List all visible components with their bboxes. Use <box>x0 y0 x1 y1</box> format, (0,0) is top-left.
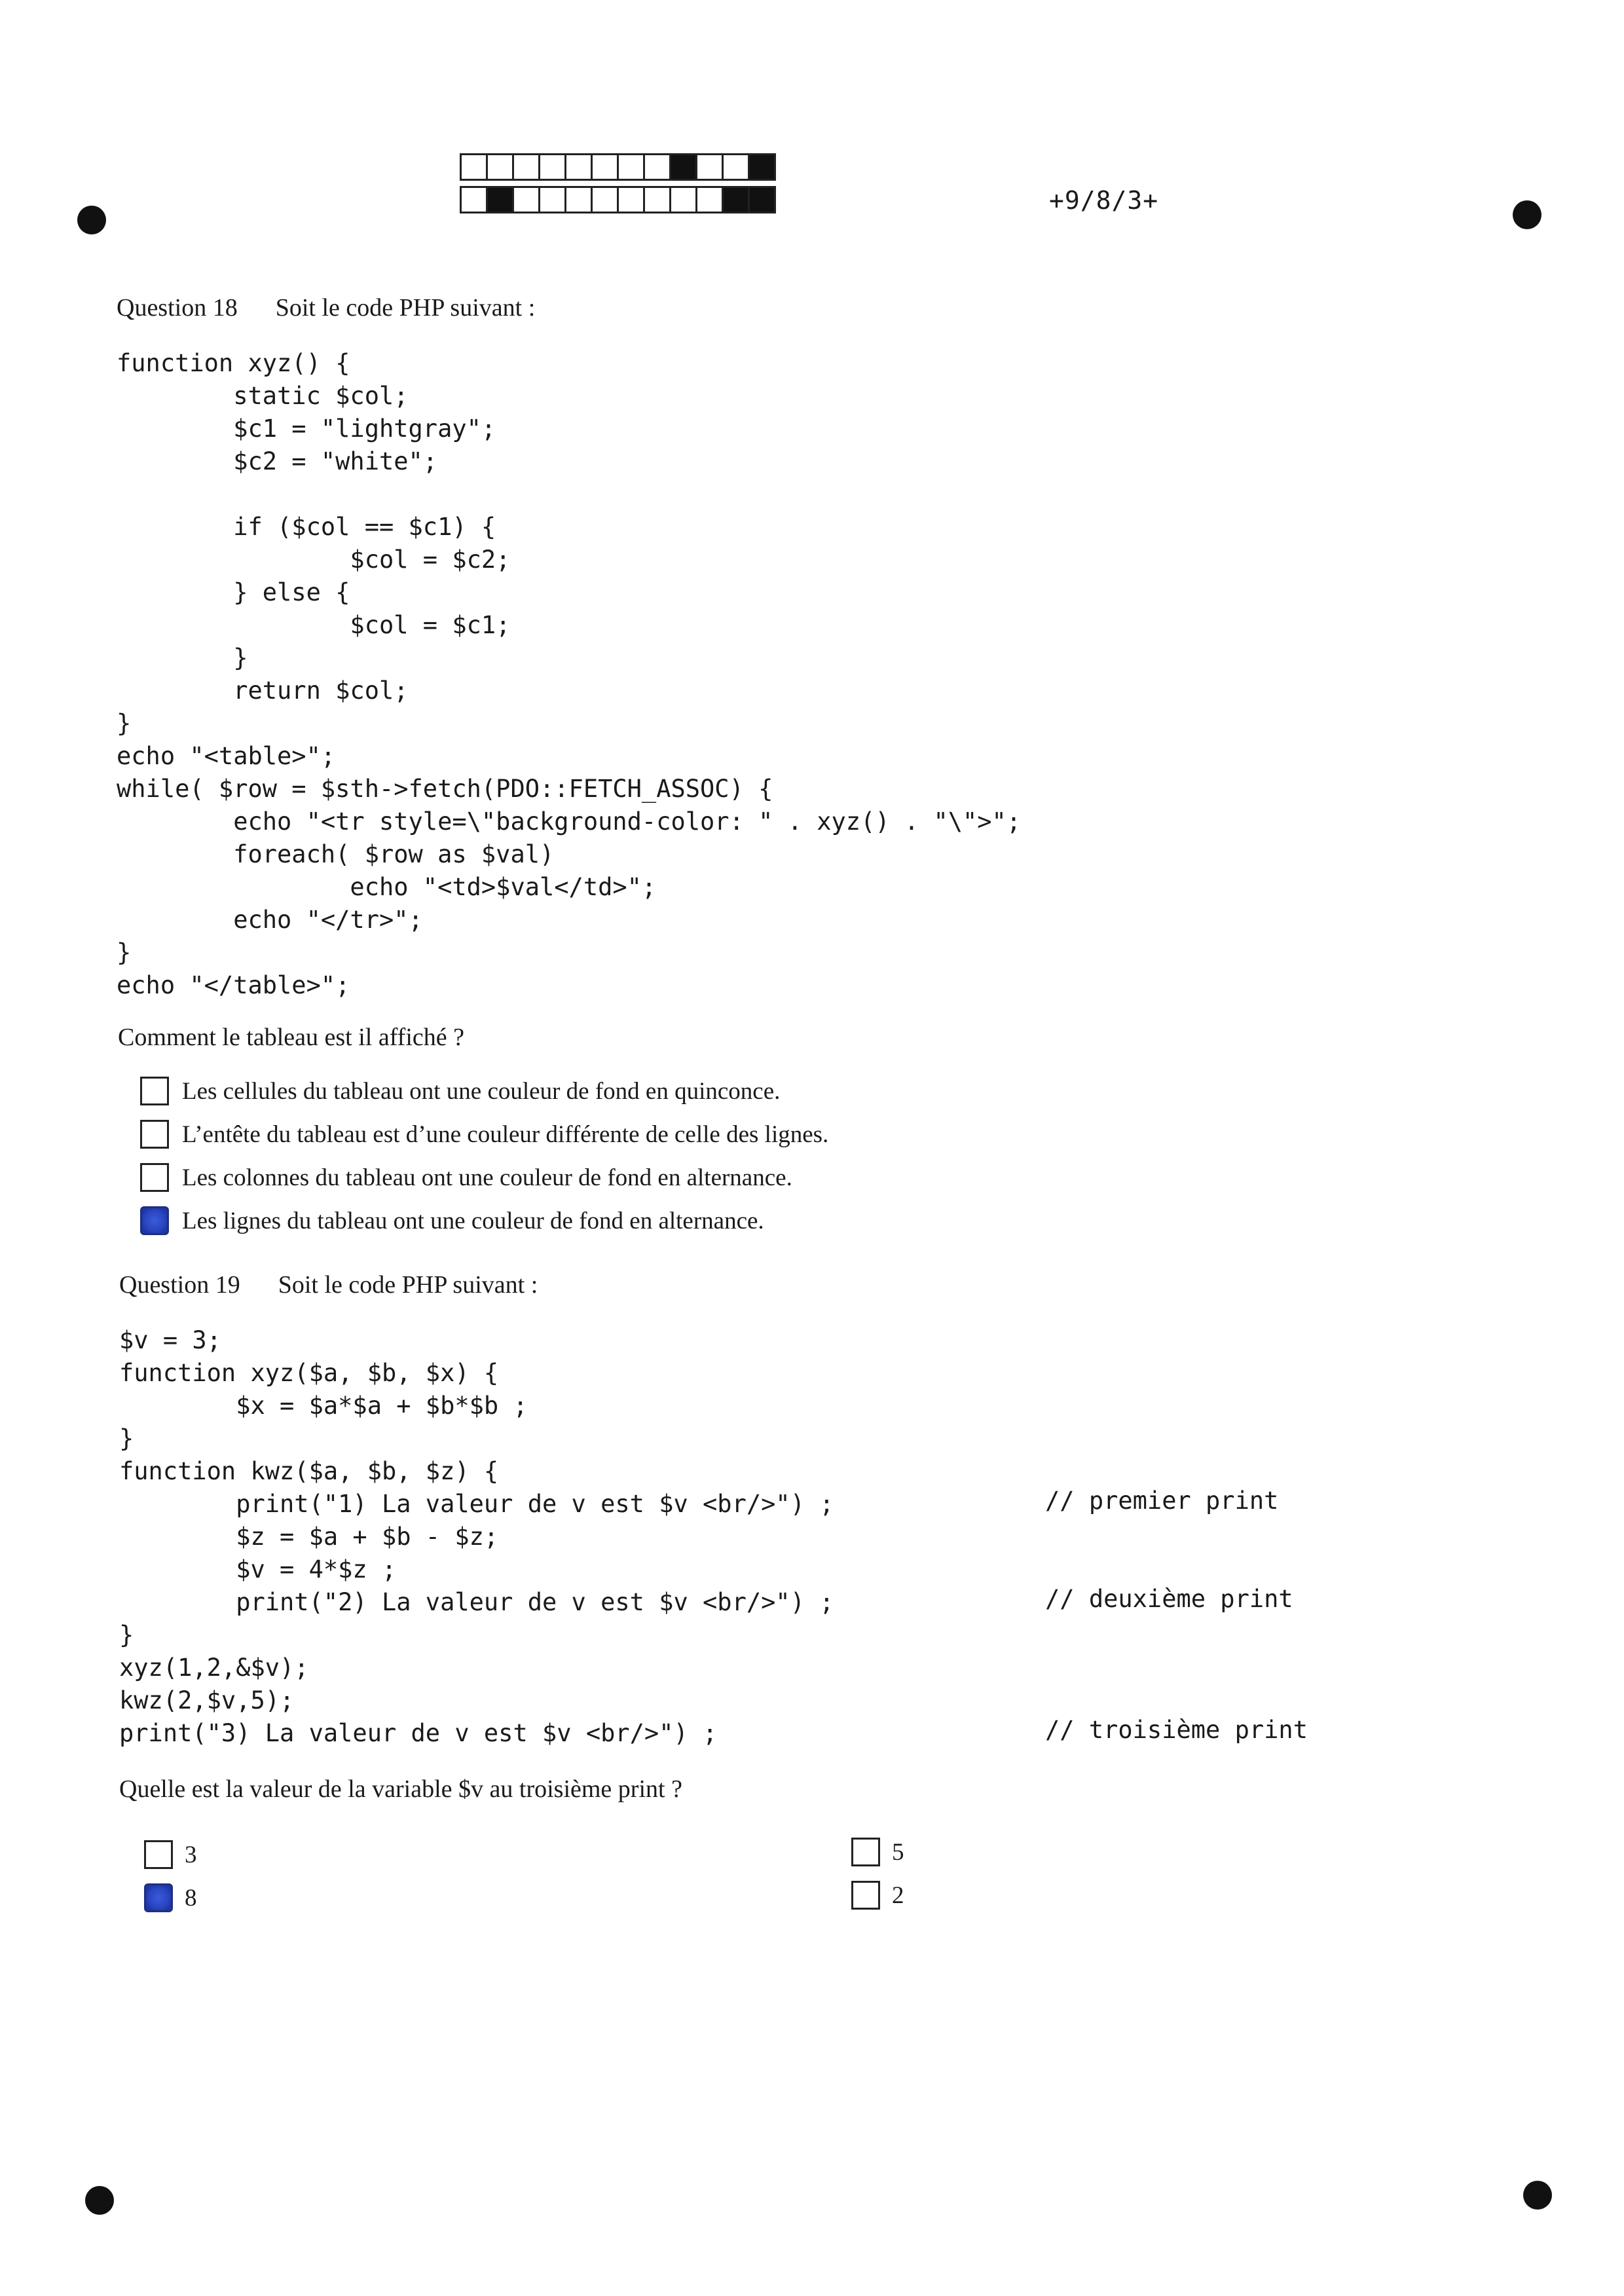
q19-option-3-checkbox[interactable] <box>144 1840 173 1869</box>
barcode-cell <box>460 186 488 213</box>
q19-option-5[interactable] <box>851 1838 904 1866</box>
q19-option-2[interactable] <box>851 1881 904 1910</box>
registration-mark-bottom-left <box>85 2186 114 2215</box>
barcode-cell <box>643 153 671 181</box>
q19-option-8-label: 8 <box>185 1884 197 1912</box>
page-code: +9/8/3+ <box>1049 186 1159 215</box>
q19-option-5-label: 5 <box>892 1838 904 1866</box>
q18-option-1-checkbox[interactable] <box>140 1077 169 1105</box>
barcode-cell <box>617 153 645 181</box>
q18-option-4-label: Les lignes du tableau ont une couleur de fond en alternance. <box>182 1207 764 1234</box>
q19-option-3[interactable] <box>144 1840 197 1869</box>
barcode-row-bottom <box>460 186 774 213</box>
barcode-cell <box>669 186 697 213</box>
barcode-cell <box>538 186 566 213</box>
q18-option-1[interactable] <box>140 1077 780 1105</box>
question-18-prompt: Comment le tableau est il affiché ? <box>118 1024 464 1051</box>
barcode-cell <box>486 186 514 213</box>
question-19-text: Soit le code PHP suivant : <box>278 1271 538 1299</box>
q19-option-3-label: 3 <box>185 1841 197 1868</box>
comment-first-print: // premier print <box>1045 1487 1279 1515</box>
q19-option-8[interactable] <box>144 1883 197 1912</box>
barcode-cell <box>591 153 619 181</box>
barcode-cell <box>722 153 750 181</box>
barcode-cell <box>617 186 645 213</box>
q18-option-4-checkbox[interactable] <box>140 1206 169 1235</box>
q19-option-5-checkbox[interactable] <box>851 1838 880 1866</box>
q18-option-1-label: Les cellules du tableau ont une couleur de fond en quinconce. <box>182 1077 781 1105</box>
barcode-cell <box>486 153 514 181</box>
question-19-header <box>119 1270 538 1299</box>
barcode-row-top <box>460 153 774 181</box>
barcode-cell <box>669 153 697 181</box>
registration-mark-bottom-right <box>1523 2181 1552 2210</box>
registration-mark-top-left <box>77 206 106 234</box>
barcode-cell <box>748 153 776 181</box>
q18-option-3-label: Les colonnes du tableau ont une couleur de fond en alternance. <box>182 1164 792 1191</box>
q18-option-4[interactable] <box>140 1206 764 1235</box>
barcode-cell <box>591 186 619 213</box>
comment-second-print: // deuxième print <box>1045 1585 1293 1613</box>
question-19-label: Question 19 <box>119 1271 240 1299</box>
question-19-code: $v = 3; function xyz($a, $b, $x) { $x = $a*$a + $b*$b ; } function kwz($a, $b, $z) { print("1) La valeur de v est $v <br/>") ; $z = $a + $b - $z; $v = 4*$z ; print("2) La valeur de v est $v <br/>") ; } xyz(1,2,&$v); kwz(2,$v,5); print("3) La valeur de v est $v <br/>") ; <box>119 1326 834 1747</box>
question-18-code: function xyz() { static $col; $c1 = "lightgray"; $c2 = "white"; if ($col == $c1) { $col = $c2; } else { $col = $c1; } return $col; } echo "<table>"; while( $row = $sth->fetch(PDO::FETCH_ASSOC) { echo "<tr style=\"background-color: " . xyz() . "\">"; foreach( $row as $val) echo "<td>$val</td>"; echo "</tr>"; } echo "</table>"; <box>117 349 1022 999</box>
barcode-cell <box>695 186 724 213</box>
barcode-cell <box>512 186 540 213</box>
q19-option-8-checkbox[interactable] <box>144 1883 173 1912</box>
barcode-cell <box>643 186 671 213</box>
q19-option-2-checkbox[interactable] <box>851 1881 880 1910</box>
barcode-cell <box>722 186 750 213</box>
barcode-cell <box>538 153 566 181</box>
question-18-text: Soit le code PHP suivant : <box>275 294 536 322</box>
q18-option-2-checkbox[interactable] <box>140 1120 169 1149</box>
q19-option-2-label: 2 <box>892 1881 904 1909</box>
barcode-cell <box>564 186 593 213</box>
barcode-cell <box>695 153 724 181</box>
registration-mark-top-right <box>1513 200 1541 229</box>
q18-option-2-label: L’entête du tableau est d’une couleur différente de celle des lignes. <box>182 1120 829 1148</box>
barcode-cell <box>460 153 488 181</box>
barcode-cell <box>564 153 593 181</box>
question-18-header <box>117 293 535 322</box>
q18-option-3[interactable] <box>140 1163 792 1192</box>
barcode-cell <box>512 153 540 181</box>
comment-third-print: // troisième print <box>1045 1716 1308 1744</box>
question-18-label: Question 18 <box>117 294 238 322</box>
q18-option-3-checkbox[interactable] <box>140 1163 169 1192</box>
barcode-cell <box>748 186 776 213</box>
question-19-prompt: Quelle est la valeur de la variable $v au troisième print ? <box>119 1775 682 1803</box>
q18-option-2[interactable] <box>140 1120 828 1149</box>
